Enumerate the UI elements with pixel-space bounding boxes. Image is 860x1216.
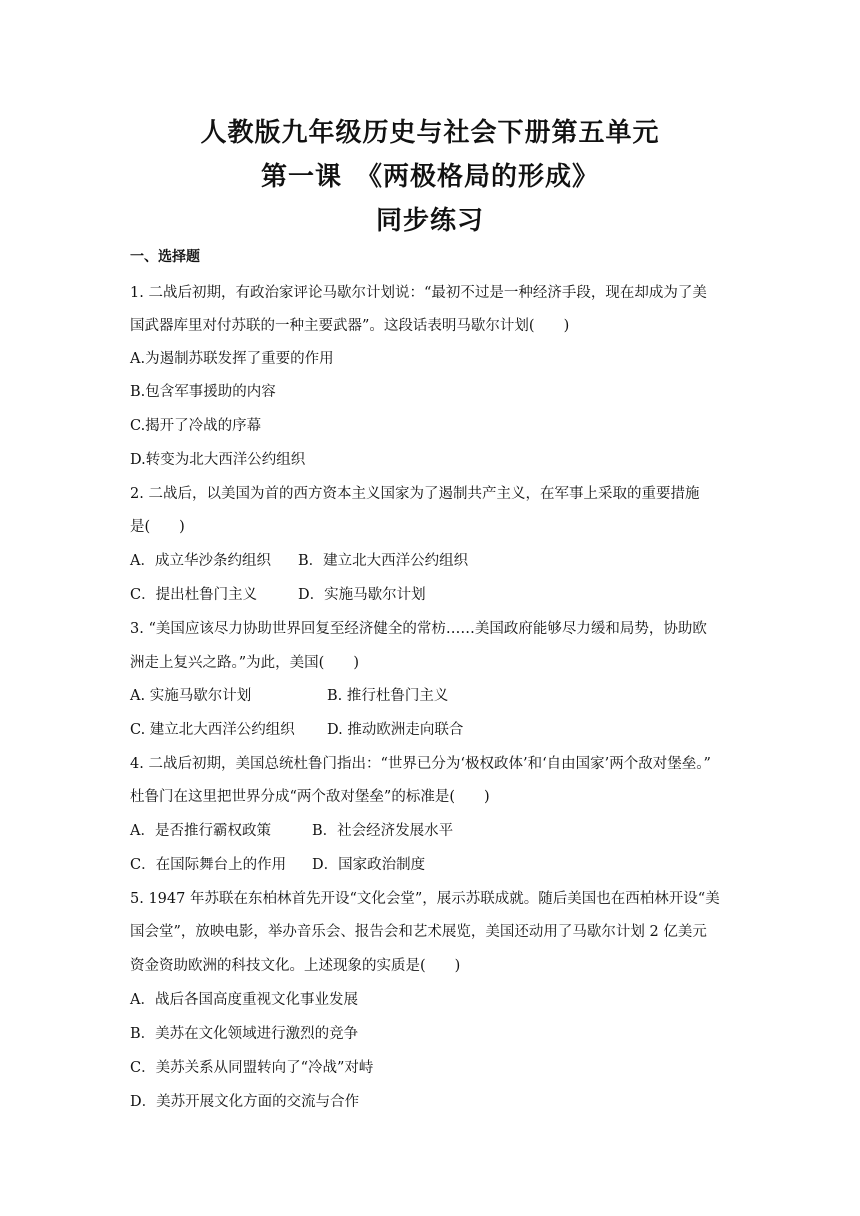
question-1-option-a: A.为遏制苏联发挥了重要的作用 xyxy=(130,351,334,367)
question-2-option-b: B．建立北大西洋公约组织 xyxy=(298,553,469,569)
question-1-option-c: C.揭开了冷战的序幕 xyxy=(130,418,262,434)
question-4-stem-line-2: 杜鲁门在这里把世界分成“两个敌对堡垒”的标准是( ) xyxy=(130,789,490,805)
question-4-option-b: B．社会经济发展水平 xyxy=(312,823,454,839)
question-5-option-a: A．战后各国高度重视文化事业发展 xyxy=(130,992,358,1008)
section-heading: 一、选择题 xyxy=(130,249,200,265)
question-2-option-d: D．实施马歇尔计划 xyxy=(298,587,426,603)
question-1-option-d: D.转变为北大西洋公约组织 xyxy=(130,452,306,468)
question-3-option-d: D. 推动欧洲走向联合 xyxy=(327,722,464,738)
question-2-stem-line-2: 是( ) xyxy=(130,519,185,535)
question-3-stem-line-2: 洲走上复兴之路。”为此，美国( ) xyxy=(130,655,359,671)
question-2-stem-line-1: 2. 二战后，以美国为首的西方资本主义国家为了遏制共产主义，在军事上采取的重要措施 xyxy=(130,486,700,502)
lesson-title: 第一课 《两极格局的形成》 xyxy=(260,162,599,192)
question-5-option-b: B．美苏在文化领域进行激烈的竞争 xyxy=(130,1026,359,1042)
question-4-option-a: A．是否推行霸权政策 xyxy=(130,823,271,839)
question-4-option-d: D．国家政治制度 xyxy=(312,857,426,873)
question-1-option-b: B.包含军事援助的内容 xyxy=(130,384,276,400)
document-title: 人教版九年级历史与社会下册第五单元 xyxy=(200,118,660,148)
question-4-stem-line-1: 4. 二战后初期，美国总统杜鲁门指出：“世界已分为‘极权政体’和‘自由国家’两个敌对堡垒。” xyxy=(130,756,711,772)
question-1-stem-line-1: 1. 二战后初期，有政治家评论马歇尔计划说：“最初不过是一种经济手段，现在却成为了美 xyxy=(130,285,707,301)
question-3-option-c: C. 建立北大西洋公约组织 xyxy=(130,722,295,738)
question-5-stem-line-2: 国会堂”，放映电影，举办音乐会、报告会和艺术展览，美国还动用了马歇尔计划 2 亿美元 xyxy=(130,924,707,940)
question-2-option-c: C．提出杜鲁门主义 xyxy=(130,587,258,603)
question-5-stem-line-1: 5. 1947 年苏联在东柏林首先开设“文化会堂”，展示苏联成就。随后美国也在西柏林开设“美 xyxy=(130,891,720,907)
question-5-stem-line-3: 资金资助欧洲的科技文化。上述现象的实质是( ) xyxy=(130,958,461,974)
question-1-stem-line-2: 国武器库里对付苏联的一种主要武器”。这段话表明马歇尔计划( ) xyxy=(130,318,570,334)
question-3-option-b: B. 推行杜鲁门主义 xyxy=(327,688,449,704)
question-2-option-a: A．成立华沙条约组织 xyxy=(130,553,271,569)
question-3-stem-line-1: 3. “美国应该尽力协助世界回复至经济健全的常枋……美国政府能够尽力缓和局势，协助欧 xyxy=(130,621,707,637)
question-4-option-c: C．在国际舞台上的作用 xyxy=(130,857,287,873)
question-3-option-a: A. 实施马歇尔计划 xyxy=(130,688,252,704)
exercise-title: 同步练习 xyxy=(375,206,484,236)
question-5-option-c: C．美苏关系从同盟转向了“冷战”对峙 xyxy=(130,1060,374,1076)
question-5-option-d: D．美苏开展文化方面的交流与合作 xyxy=(130,1094,360,1110)
